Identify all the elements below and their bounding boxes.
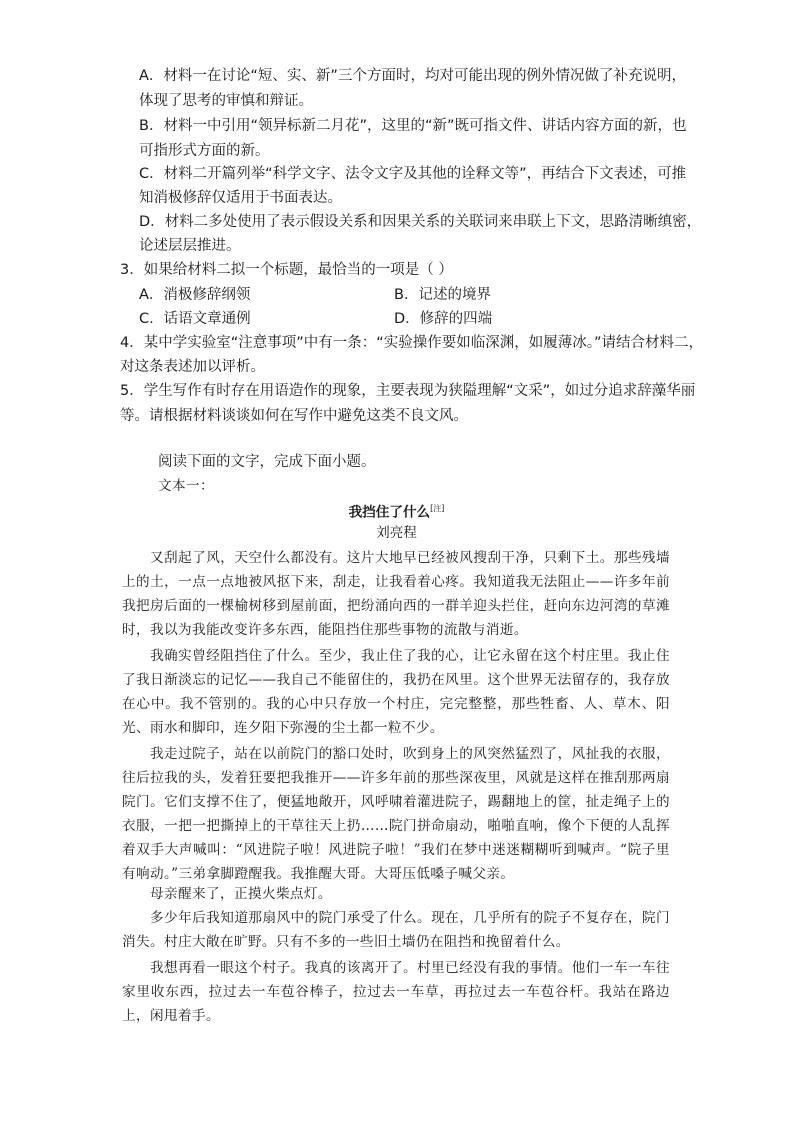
title-footnote-marker: [注]	[430, 504, 445, 513]
reading-instruction: 阅读下面的文字，完成下面小题。	[158, 454, 376, 470]
passage-paragraph-3: 我走过院子，站在以前院门的豁口处时，吹到身上的风突然猛烈了，风扯我的衣服，往后拉我的头，发着狂要把我推开——许多年前的那些深夜里，风就是这样在推刮那两扇院门。它们支撑不住了，便猛地敞开，风呼啸着灌进院子，踢翻地上的筐，扯走绳子上的衣服，一把一把撕掉上的干草往天上扔……院门拼命扇动，啪啪直响，像个下便的人乱挥着双手大声喊叫：“风进院子啦！风进院子啦！”我们在梦中迷迷糊糊听到喊声。“院子里有响动。”三弟拿脚蹬醒我。我推醒大哥。大哥压低嗓子喊父亲。	[122, 746, 670, 882]
passage-paragraph-6: 我想再看一眼这个村子。我真的该离开了。村里已经没有我的事情。他们一车一车往家里收东西，拉过去一车苞谷棒子，拉过去一车草，再拉过去一车苞谷杆。我站在路边上，闲甩着手。	[122, 960, 670, 1024]
question-5-line1: 5．学生写作有时存在用语造作的现象，主要表现为狭隘理解“文采”，如过分追求辞藻华丽	[120, 383, 696, 399]
passage-paragraph-5: 多少年后我知道那扇风中的院门承受了什么。现在，几乎所有的院子不复存在，院门消失。村庄大敞在旷野。只有不多的一些旧土墙仍在阻挡和挽留着什么。	[122, 910, 670, 950]
passage-paragraph-1: 又刮起了风，天空什么都没有。这片大地早已经被风搜刮干净，只剩下土。那些残墙上的土，一点一点地被风抠下来，刮走，让我看着心疼。我知道我无法阻止——许多年前我把房后面的一棵榆树移到屋前面，把纷涌向西的一群羊迎头拦住，赶向东边河湾的草滩时，我以为我能改变许多东西，能阻挡住那些事物的流散与消逝。	[122, 550, 670, 638]
text-label: 文本一：	[158, 478, 214, 494]
question-4-line1: 4．某中学实验室“注意事项”中有一条：“实验操作要如临深渊，如履薄冰。”请结合材料二，	[120, 335, 704, 351]
option-a-line1: A．材料一在讨论“短、实、新”三个方面时，均对可能出现的例外情况做了补充说明，	[139, 68, 686, 84]
question-3-options-row2	[139, 307, 493, 331]
passage-paragraph-2: 我确实曾经阻挡住了什么。至少，我止住了我的心，让它永留在这个村庄里。我止住了我日渐淡忘的记忆——我自己不能留住的，我扔在风里。这个世界无法留存的，我存放在心中。我不管别的。我的心中只存放一个村庄，完完整整，那些牲畜、人、草木、阳光、雨水和脚印，连夕阳下弥漫的尘土都一粒不少。	[122, 648, 670, 736]
passage-title	[0, 498, 793, 524]
option-b-line1: B．材料一中引用“领异标新二月花”，这里的“新”既可指文件、讲话内容方面的新，也	[139, 118, 687, 134]
question-3-option-c: C．话语文章通例	[139, 311, 251, 327]
question-5-line2: 等。请根据材料谈谈如何在写作中避免这类不良文风。	[120, 408, 468, 424]
option-c-line1: C．材料二开篇列举“科学文字、法令文字及其他的诠释文等”，再结合下文表述，可推	[139, 166, 687, 182]
question-3-option-a: A．消极修辞纲领	[139, 287, 251, 303]
question-3-stem: 3．如果给材料二拟一个标题，最恰当的一项是（ ）	[120, 262, 453, 278]
option-d-line2: 论述层层推进。	[139, 238, 241, 254]
passage-title-text: 我挡住了什么	[348, 504, 431, 521]
option-b-line2: 可指形式方面的新。	[139, 143, 270, 159]
question-3-option-b: B．记述的境界	[394, 287, 491, 303]
question-3-option-d: D．修辞的四端	[394, 311, 493, 327]
option-c-line2: 知消极修辞仅适用于书面表达。	[139, 190, 342, 206]
question-4-line2: 对这条表述加以评析。	[120, 359, 265, 375]
option-a-line2: 体现了思考的审慎和辩证。	[139, 93, 313, 109]
option-d-line1: D．材料二多处使用了表示假设关系和因果关系的关联词来串联上下文，思路清晰缜密，	[139, 214, 702, 230]
passage-author: 刘亮程	[376, 525, 417, 541]
question-3-options-row1	[139, 283, 491, 307]
passage-paragraph-4: 母亲醒来了，正摸火柴点灯。	[150, 886, 332, 902]
